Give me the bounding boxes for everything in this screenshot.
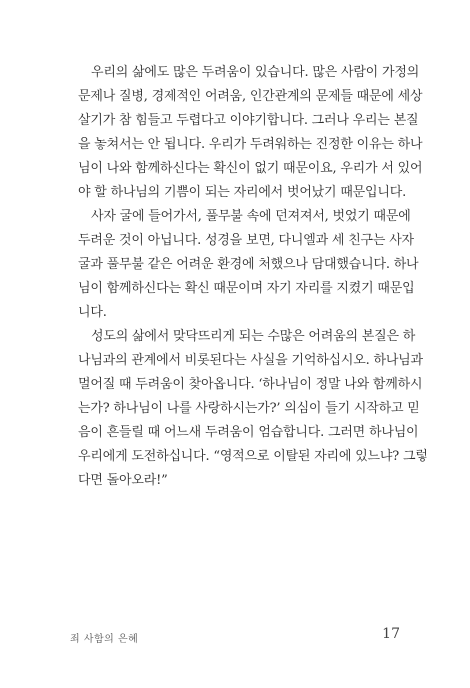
paragraph-1: [78, 61, 423, 205]
text-line: 는가? 하나님이 나를 사랑하시는가?’ 의심이 들기 시작하고 믿: [78, 401, 420, 416]
text-line: 니다.: [78, 305, 107, 320]
page-footer: [70, 626, 400, 646]
text-line: 다면 돌아오라!”: [78, 473, 168, 488]
paragraph-2: [78, 205, 419, 325]
text-line: 문제나 질병, 경제적인 어려움, 인간관계의 문제들 때문에 세상: [78, 89, 423, 104]
text-line: 을 놓쳐서는 안 됩니다. 우리가 두려워하는 진정한 이유는 하나: [78, 137, 423, 152]
text-line: 님이 나와 함께하신다는 확신이 없기 때문이요, 우리가 서 있어: [78, 161, 423, 176]
running-head: 죄 사함의 은혜: [70, 634, 139, 645]
text-line: 사자 굴에 들어가서, 풀무불 속에 던져져서, 벗었기 때문에: [91, 209, 411, 224]
text-line: 멀어질 때 두려움이 찾아옵니다. ‘하나님이 정말 나와 함께하시: [78, 377, 423, 392]
body-text: [78, 61, 428, 493]
text-line: 우리의 삶에도 많은 두려움이 있습니다. 많은 사람이 가정의: [91, 65, 420, 80]
text-line: 두려운 것이 아닙니다. 성경을 보면, 다니엘과 세 친구는 사자: [78, 233, 414, 248]
text-line: 살기가 참 힘들고 두렵다고 이야기합니다. 그러나 우리는 본질: [78, 113, 419, 128]
text-line: 음이 흔들릴 때 어느새 두려움이 엄습합니다. 그러면 하나님이: [78, 425, 419, 440]
page-number: 17: [382, 626, 400, 642]
text-line: 님이 함께하신다는 확신 때문이며 자기 자리를 지켰기 때문입: [78, 281, 415, 296]
text-line: 굴과 풀무불 같은 어려운 환경에 처했으나 담대했습니다. 하나: [78, 257, 419, 272]
text-line: 성도의 삶에서 맞닥뜨리게 되는 수많은 어려움의 본질은 하: [91, 329, 416, 344]
text-line: 야 할 하나님의 기쁨이 되는 자리에서 벗어났기 때문입니다.: [78, 185, 407, 200]
text-line: 우리에게 도전하십니다. “영적으로 이탈된 자리에 있느냐? 그렇: [78, 449, 428, 464]
text-line: 나님과의 관계에서 비롯된다는 사실을 기억하십시오. 하나님과: [78, 353, 423, 368]
paragraph-3: [78, 325, 428, 493]
